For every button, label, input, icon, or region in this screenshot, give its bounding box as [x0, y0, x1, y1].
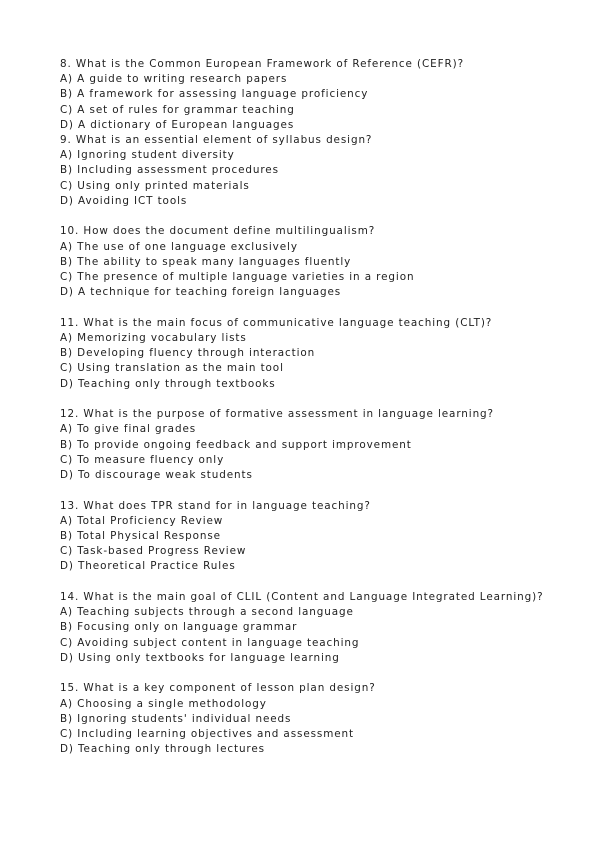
option-d: D) To discourage weak students: [60, 469, 253, 482]
question-text: 12. What is the purpose of formative assessment in language learning?: [60, 408, 494, 421]
option-d: D) A dictionary of European languages: [60, 118, 295, 131]
question-block-15: [60, 681, 580, 757]
option-c: C) Task-based Progress Review: [60, 545, 247, 558]
option-c: C) A set of rules for grammar teaching: [60, 103, 295, 116]
question-block-10: [60, 224, 580, 300]
option-b: B) Ignoring students' individual needs: [60, 712, 292, 725]
question-block-12: [60, 407, 580, 483]
option-c: C) To measure fluency only: [60, 453, 225, 466]
option-c: C) Avoiding subject content in language teaching: [60, 636, 360, 649]
option-b: B) The ability to speak many languages fluently: [60, 255, 352, 268]
option-a: A) A guide to writing research papers: [60, 73, 288, 86]
question-text: 15. What is a key component of lesson plan design?: [60, 682, 376, 695]
question-block-8: [60, 57, 580, 133]
question-block-9: [60, 133, 580, 209]
option-d: D) Teaching only through lectures: [60, 743, 265, 756]
question-text: 14. What is the main goal of CLIL (Content and Language Integrated Learning)?: [60, 591, 544, 604]
question-text: 13. What does TPR stand for in language teaching?: [60, 499, 371, 512]
option-a: A) Ignoring student diversity: [60, 149, 235, 162]
option-b: B) Total Physical Response: [60, 530, 221, 543]
option-b: B) Including assessment procedures: [60, 164, 279, 177]
question-block-14: [60, 590, 580, 666]
option-b: B) To provide ongoing feedback and support improvement: [60, 438, 412, 451]
option-a: A) Choosing a single methodology: [60, 697, 267, 710]
question-text: 9. What is an essential element of syllabus design?: [60, 134, 373, 147]
option-a: A) The use of one language exclusively: [60, 240, 298, 253]
option-c: C) Including learning objectives and assessment: [60, 728, 355, 741]
option-b: B) Developing fluency through interaction: [60, 347, 316, 360]
option-d: D) A technique for teaching foreign languages: [60, 286, 342, 299]
option-b: B) Focusing only on language grammar: [60, 621, 298, 634]
option-c: C) The presence of multiple language varieties in a region: [60, 271, 415, 284]
option-d: D) Using only textbooks for language learning: [60, 651, 340, 664]
question-text: 8. What is the Common European Framework of Reference (CEFR)?: [60, 58, 464, 70]
option-c: C) Using only printed materials: [60, 179, 250, 192]
option-d: D) Theoretical Practice Rules: [60, 560, 236, 573]
option-a: A) Teaching subjects through a second language: [60, 606, 354, 619]
question-text: 10. How does the document define multilingualism?: [60, 225, 376, 238]
option-c: C) Using translation as the main tool: [60, 362, 284, 375]
option-a: A) Memorizing vocabulary lists: [60, 332, 247, 345]
quiz-page: [60, 57, 580, 757]
question-block-11: [60, 316, 580, 392]
option-d: D) Teaching only through textbooks: [60, 377, 276, 390]
question-block-13: [60, 499, 580, 575]
option-d: D) Avoiding ICT tools: [60, 194, 188, 207]
option-a: A) Total Proficiency Review: [60, 514, 224, 527]
option-b: B) A framework for assessing language proficiency: [60, 88, 369, 101]
question-text: 11. What is the main focus of communicative language teaching (CLT)?: [60, 316, 493, 329]
option-a: A) To give final grades: [60, 423, 197, 436]
